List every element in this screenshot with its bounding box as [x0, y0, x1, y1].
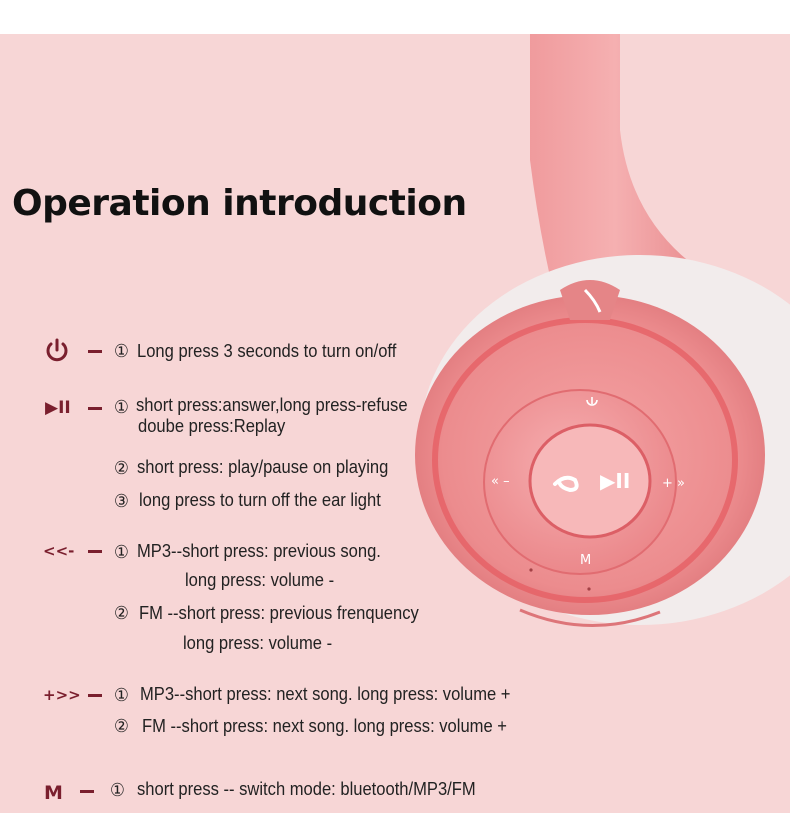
prev-line-1b: long press: volume -	[185, 570, 335, 590]
play-line-1b: doube press:Replay	[138, 416, 286, 436]
next-dash	[88, 694, 102, 697]
power-line-1: Long press 3 seconds to turn on/off	[137, 341, 397, 361]
play-dash	[88, 407, 102, 410]
prev-line-2b: long press: volume -	[183, 633, 333, 653]
next-line-1: MP3--short press: next song. long press: volume +	[140, 684, 511, 704]
prev-num-1: ①	[114, 542, 129, 562]
play-num-2: ②	[114, 458, 129, 478]
mode-num-1: ①	[110, 780, 125, 800]
center-button	[530, 425, 650, 537]
mic-dot	[529, 568, 532, 571]
cup-hinge	[560, 280, 620, 320]
play-line-1: short press:answer,long press-refuse	[136, 395, 408, 415]
mode-dash	[80, 790, 94, 793]
led-dot	[587, 587, 590, 590]
power-num-1: ①	[114, 341, 129, 361]
prev-num-2: ②	[114, 603, 129, 623]
play-pause-icon: ▶II	[45, 398, 71, 418]
next-num-1: ①	[114, 685, 129, 705]
next-symbol: +>>	[43, 686, 81, 704]
prev-line-2: FM --short press: previous frenquency	[139, 603, 419, 623]
play-line-3: long press to turn off the ear light	[139, 490, 381, 510]
prev-symbol: <<-	[43, 542, 75, 560]
mode-symbol: M	[44, 782, 63, 804]
page-title: Operation introduction	[12, 183, 467, 224]
mode-line-1: short press -- switch mode: bluetooth/MP3/FM	[137, 779, 476, 799]
cup-prev-label: « –	[491, 474, 510, 489]
prev-line-1: MP3--short press: previous song.	[137, 541, 381, 561]
play-num-3: ③	[114, 491, 129, 511]
next-line-2: FM --short press: next song. long press: volume +	[142, 716, 507, 736]
prev-dash	[88, 550, 102, 553]
play-line-2: short press: play/pause on playing	[137, 457, 389, 477]
play-num-1: ①	[114, 397, 129, 417]
cup-mode-label: M	[580, 553, 592, 568]
cup-play-pause-label: ▶II	[600, 469, 631, 493]
power-dash	[88, 350, 102, 353]
cup-next-label: + »	[662, 476, 685, 491]
next-num-2: ②	[114, 716, 129, 736]
power-icon	[44, 338, 70, 364]
